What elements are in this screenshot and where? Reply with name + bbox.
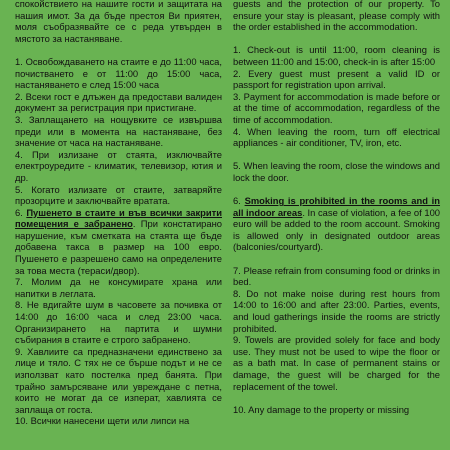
no-smoking-notice: Пушенето в стаите и във всички закрити помещения е забранено — [15, 206, 222, 230]
rule-2: 2. Every guest must present a valid ID or passport for registration upon arrival. — [233, 67, 440, 91]
intro-paragraph: guests and the protection of our property. To ensure your stay is pleasant, please comply with the order established in the accommodation. — [233, 0, 440, 33]
house-rules-english — [233, 0, 440, 415]
rule-6-number: 6. — [233, 195, 241, 207]
rule-3: 3. Payment for accommodation is made before or at the time of accommodation, regardless of the time of accommodation. — [233, 90, 440, 125]
rule-7: 7. Please refrain from consuming food or drinks in bed. — [233, 264, 440, 288]
rule-6-number: 6. — [15, 206, 23, 218]
rule-1: 1. Освобождаването на стаите е до 11:00 часа, почистването е от 11:00 до 15:00 часа, настаняването е след 15:00 часа — [15, 55, 222, 91]
intro-paragraph: спокойствието на нашите гости и защитата на нашия имот. За да бъде престоя Ви приятен, моля съобразявайте се с реда утвърден в мястото за настаняване. — [15, 0, 222, 44]
rule-7: 7. Молим да не консумирате храна или напитки в леглата. — [15, 276, 222, 299]
rule-10: 10. Всички нанесени щети или липси на — [15, 415, 190, 427]
rule-4: 4. При излизане от стаята, изключвайте електроуредите - климатик, телевизор, ютия и др. — [15, 148, 222, 183]
rule-5: 5. Когато излизате от стаите, затваряйте прозорците и заключвайте вратата. — [15, 183, 222, 207]
no-smoking-notice: Smoking is prohibited in the rooms and in all indoor areas — [233, 195, 441, 218]
rule-6-text: . In case of violation, a fee of 100 euro will be added to the room account. Smoking is allowed only in designated outdoor areas (balconies/courtyard). — [233, 206, 441, 253]
rule-3: 3. Заплащането на нощувките се извършва преди или в момента на настаняване, без значение от часа на настаняване. — [15, 113, 222, 149]
rule-4: 4. When leaving the room, turn off electrical appliances - air conditioner, TV, iron, etc. — [233, 125, 440, 149]
house-rules-bulgarian — [15, 0, 222, 427]
rule-9: 9. Хавлиите са предназначени единствено за лице и тяло. С тях не се бърше подът и не се използват като постелка пред банята. При трайно замърсяване или увреждане с петна, които не могат да се изперат, хавлията се заплаща от госта. — [15, 345, 222, 415]
rule-5: 5. When leaving the room, close the windows and lock the door. — [233, 160, 440, 183]
rule-1: 1. Check-out is until 11:00, room cleaning is between 11:00 and 15:00, check-in is after 15:00 — [233, 44, 440, 67]
rule-2: 2. Всеки гост е длъжен да предостави валиден документ за регистрация при пристигане. — [15, 90, 222, 114]
rule-6 — [233, 195, 440, 253]
rule-10: 10. Any damage to the property or missing — [233, 403, 410, 415]
rule-9: 9. Towels are provided solely for face and body use. They must not be used to wipe the floor or as a bath mat. In case of permanent stains or damage, the guest will be charged for the replacement of the towel. — [233, 334, 440, 392]
rule-6 — [15, 207, 222, 277]
rule-8: 8. Не вдигайте шум в часовете за почивка от 14:00 до 16:00 часа и след 23:00 часа. Организирането на партита и шумни събирания в стаите е строго забранено. — [15, 299, 222, 346]
rule-8: 8. Do not make noise during rest hours from 14:00 to 16:00 and after 23:00. Parties, events, and loud gatherings inside the rooms are strictly prohibited. — [233, 287, 440, 334]
rule-6-text: . При констатирано нарушение, към сметката на стаята ще бъде добавена такса в размер на 100 евро. Пушенето е разрешено само на определените за това места (тераси/двор). — [15, 218, 222, 276]
